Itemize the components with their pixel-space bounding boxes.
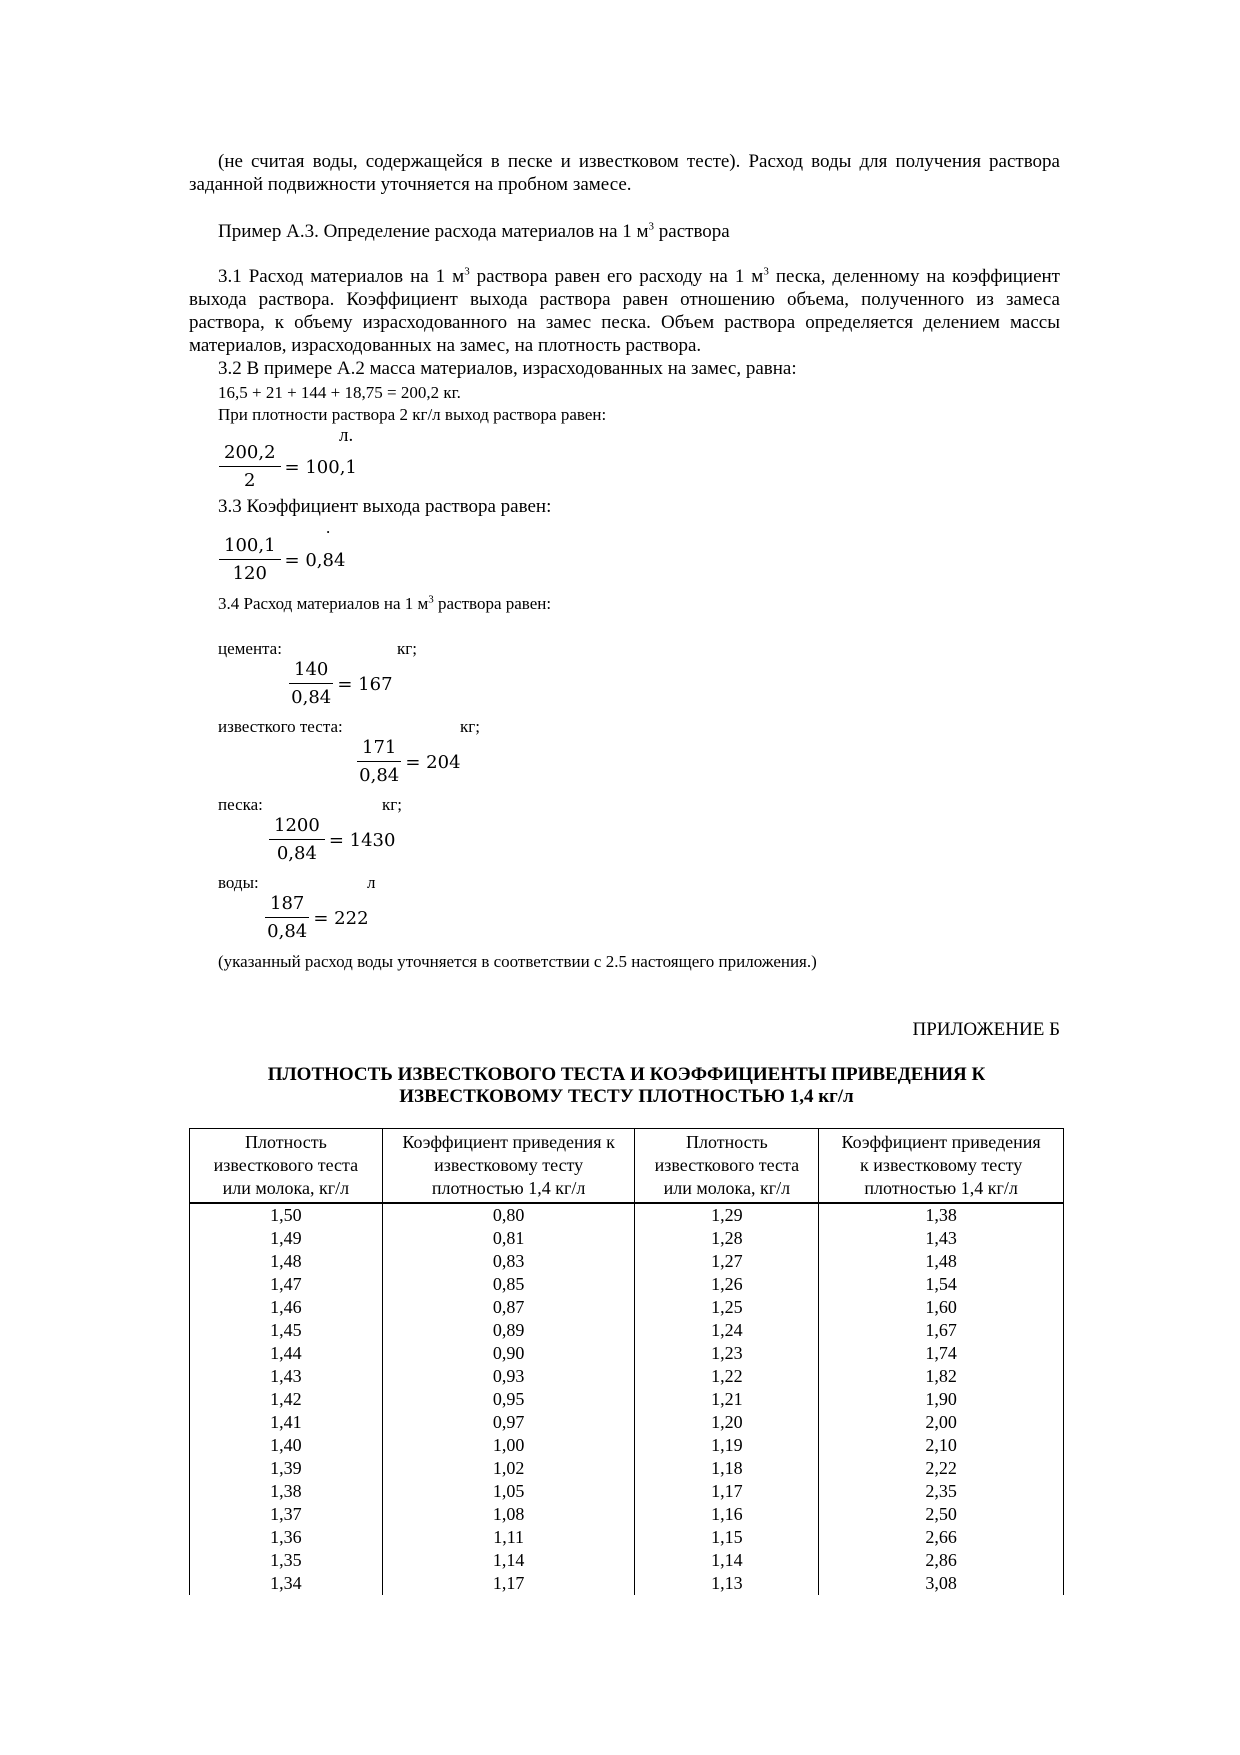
water-formula: [265, 894, 369, 942]
table-row: [190, 1526, 1064, 1549]
table-cell: 1,49: [190, 1227, 383, 1250]
lime-result: = 204: [405, 751, 461, 773]
water-label: воды:: [218, 873, 259, 892]
table-cell: 1,38: [819, 1203, 1064, 1227]
paragraph-3-4: 3.4 Расход материалов на 1 $м^3$ раствора равен:: [218, 593, 552, 613]
table-cell: 2,86: [819, 1549, 1064, 1572]
table-cell: 1,18: [635, 1457, 819, 1480]
paragraph-water-note: (не считая воды, содержащейся в песке и известковом тесте). Расход воды для получения раствора заданной подвижности уточняется на пробном замесе.: [189, 151, 1060, 195]
table-row: [190, 1227, 1064, 1250]
table-cell: 1,37: [190, 1503, 383, 1526]
table-row: [190, 1319, 1064, 1342]
table-cell: 1,17: [382, 1572, 635, 1595]
lime-formula: [357, 738, 461, 786]
table-row: [190, 1503, 1064, 1526]
sand-denominator: 0,84: [276, 843, 317, 864]
table-cell: 3,08: [819, 1572, 1064, 1595]
table-cell: 1,42: [190, 1388, 383, 1411]
appendix-title-line-1: ПЛОТНОСТЬ ИЗВЕСТКОВОГО ТЕСТА И КОЭФФИЦИЕНТЫ ПРИВЕДЕНИЯ К: [267, 1064, 986, 1085]
table-cell: 1,11: [382, 1526, 635, 1549]
table-cell: 1,21: [635, 1388, 819, 1411]
table-cell: 1,25: [635, 1296, 819, 1319]
dot-mark: .: [326, 518, 331, 537]
table-row: [190, 1572, 1064, 1595]
table-header-row: [190, 1129, 1064, 1204]
paragraph-3-2: 3.2 В примере А.2 масса материалов, израсходованных на замес, равна:: [218, 358, 797, 379]
table-cell: 1,54: [819, 1273, 1064, 1296]
appendix-label: ПРИЛОЖЕНИЕ Б: [912, 1019, 1060, 1040]
table-cell: 1,67: [819, 1319, 1064, 1342]
table-cell: 1,22: [635, 1365, 819, 1388]
paragraph-3-3: 3.3 Коэффициент выхода раствора равен:: [218, 496, 552, 517]
table-cell: 1,19: [635, 1434, 819, 1457]
sand-result: = 1430: [328, 829, 396, 851]
coef-denominator: 120: [232, 563, 267, 584]
table-cell: 1,40: [190, 1434, 383, 1457]
table-cell: 1,02: [382, 1457, 635, 1480]
table-cell: 1,36: [190, 1526, 383, 1549]
table-cell: 1,47: [190, 1273, 383, 1296]
lime-numerator: 171: [357, 738, 401, 762]
table-cell: 1,46: [190, 1296, 383, 1319]
table-cell: 1,82: [819, 1365, 1064, 1388]
header-coefficient-2: Коэффициент приведения к известковому тесту плотностью 1,4 кг/л: [819, 1129, 1064, 1204]
table-cell: 0,87: [382, 1296, 635, 1319]
table-cell: 1,35: [190, 1549, 383, 1572]
density-coefficient-table: [189, 1128, 1064, 1595]
yield-result: = 100,1: [284, 456, 357, 478]
table-cell: 1,74: [819, 1342, 1064, 1365]
table-cell: 1,48: [190, 1250, 383, 1273]
table-row: [190, 1250, 1064, 1273]
table-cell: 1,08: [382, 1503, 635, 1526]
table-cell: 1,34: [190, 1572, 383, 1595]
table-cell: 1,45: [190, 1319, 383, 1342]
table-row: [190, 1203, 1064, 1227]
table-cell: 0,93: [382, 1365, 635, 1388]
coef-result: = 0,84: [284, 549, 346, 571]
table-cell: 1,14: [635, 1549, 819, 1572]
lime-denominator: 0,84: [359, 765, 400, 786]
header-density-1: Плотность известкового теста или молока, кг/л: [190, 1129, 383, 1204]
water-unit: л: [367, 873, 376, 892]
table-cell: 1,90: [819, 1388, 1064, 1411]
table-cell: 2,35: [819, 1480, 1064, 1503]
table-cell: 1,43: [190, 1365, 383, 1388]
yield-formula: [219, 443, 357, 491]
cement-numerator: 140: [289, 660, 333, 684]
table-row: [190, 1296, 1064, 1319]
coef-formula: [219, 536, 345, 584]
table-cell: 1,26: [635, 1273, 819, 1296]
table-row: [190, 1480, 1064, 1503]
sand-unit: кг;: [382, 795, 402, 814]
table-cell: 1,15: [635, 1526, 819, 1549]
table-cell: 1,50: [190, 1203, 383, 1227]
table-cell: 0,89: [382, 1319, 635, 1342]
table-cell: 1,28: [635, 1227, 819, 1250]
table-row: [190, 1434, 1064, 1457]
table-cell: 1,05: [382, 1480, 635, 1503]
table-row: [190, 1273, 1064, 1296]
table-cell: 0,80: [382, 1203, 635, 1227]
table-cell: 0,97: [382, 1411, 635, 1434]
table-cell: 0,85: [382, 1273, 635, 1296]
coef-numerator: 100,1: [219, 536, 281, 560]
table-cell: 1,27: [635, 1250, 819, 1273]
water-numerator: 187: [265, 894, 309, 918]
table-cell: 0,95: [382, 1388, 635, 1411]
table-cell: 1,23: [635, 1342, 819, 1365]
table-cell: 1,48: [819, 1250, 1064, 1273]
table-cell: 2,00: [819, 1411, 1064, 1434]
table-row: [190, 1365, 1064, 1388]
table-cell: 1,13: [635, 1572, 819, 1595]
table-row: [190, 1388, 1064, 1411]
table-row: [190, 1549, 1064, 1572]
example-title: Пример А.3. Определение расхода материалов на 1 $м^3$ раствора: [218, 220, 730, 242]
table-cell: 1,00: [382, 1434, 635, 1457]
sand-formula: [269, 816, 395, 864]
table-cell: 1,60: [819, 1296, 1064, 1319]
sand-label: песка:: [218, 795, 263, 814]
sum-line: 16,5 + 21 + 144 + 18,75 = 200,2 кг.: [218, 383, 461, 402]
appendix-title-line-2: ИЗВЕСТКОВОМУ ТЕСТУ ПЛОТНОСТЬЮ 1,4 кг/л: [399, 1086, 854, 1107]
table-row: [190, 1457, 1064, 1480]
table-cell: 1,41: [190, 1411, 383, 1434]
sand-numerator: 1200: [269, 816, 325, 840]
cement-unit: кг;: [397, 639, 417, 658]
paragraph-3-1: 3.1 Расход материалов на 1 $м^3$ раствора равен его расходу на 1 $м^3$ песка, деленному на коэффициент выхода раствора. Коэффициент выхода раствора равен отношению объема, полученного из замеса раствора, к объему израсходованного на замес песка. Объем раствора определяется делением массы материалов, израсходованных на замес, на плотность раствора.: [189, 265, 1060, 356]
cement-result: = 167: [337, 673, 393, 695]
unit-liters: л.: [339, 425, 354, 446]
table-cell: 1,44: [190, 1342, 383, 1365]
cement-formula: [289, 660, 393, 708]
table-cell: 0,83: [382, 1250, 635, 1273]
table-cell: 1,20: [635, 1411, 819, 1434]
water-note: (указанный расход воды уточняется в соответствии с 2.5 настоящего приложения.): [218, 952, 817, 971]
table-cell: 0,90: [382, 1342, 635, 1365]
appendix-title: [189, 1064, 1064, 1108]
yield-denominator: 2: [244, 470, 256, 491]
table-cell: 1,43: [819, 1227, 1064, 1250]
table-cell: 2,10: [819, 1434, 1064, 1457]
table-cell: 1,16: [635, 1503, 819, 1526]
table-row: [190, 1342, 1064, 1365]
table-row: [190, 1411, 1064, 1434]
header-density-2: Плотность известкового теста или молока, кг/л: [635, 1129, 819, 1204]
table-cell: 1,29: [635, 1203, 819, 1227]
density-line: При плотности раствора 2 кг/л выход раствора равен:: [218, 405, 607, 424]
header-coefficient-1: Коэффициент приведения к известковому тесту плотностью 1,4 кг/л: [382, 1129, 635, 1204]
table-cell: 2,22: [819, 1457, 1064, 1480]
table-cell: 0,81: [382, 1227, 635, 1250]
lime-unit: кг;: [460, 717, 480, 736]
yield-numerator: 200,2: [219, 443, 281, 467]
table-cell: 2,66: [819, 1526, 1064, 1549]
cement-denominator: 0,84: [291, 687, 332, 708]
lime-label: известкого теста:: [218, 717, 343, 736]
table-cell: 1,39: [190, 1457, 383, 1480]
table-cell: 1,38: [190, 1480, 383, 1503]
table-cell: 1,24: [635, 1319, 819, 1342]
cement-label: цемента:: [218, 639, 282, 658]
table-cell: 2,50: [819, 1503, 1064, 1526]
table-cell: 1,17: [635, 1480, 819, 1503]
table-cell: 1,14: [382, 1549, 635, 1572]
water-denominator: 0,84: [267, 921, 308, 942]
water-result: = 222: [313, 907, 369, 929]
